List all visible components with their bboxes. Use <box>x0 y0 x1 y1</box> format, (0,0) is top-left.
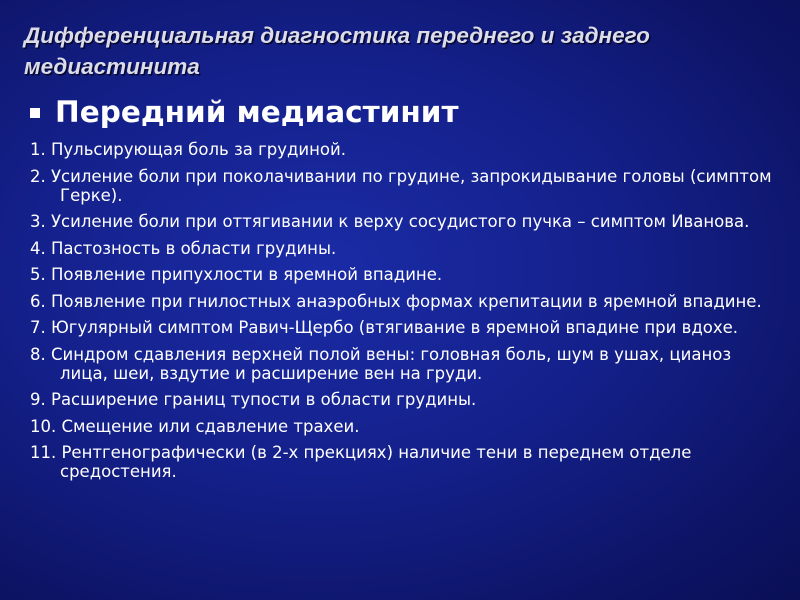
list-item: 5. Появление припухлости в яремной впадине. <box>30 265 443 284</box>
list-item: 8. Синдром сдавления верхней полой вены: головная боль, шум в ушах, цианоз лица, шеи, вздутие и расширение вен на груди. <box>30 344 732 383</box>
slide-content <box>30 92 780 489</box>
list-item: 4. Пастозность в области грудины. <box>30 238 337 258</box>
symptom-list <box>30 140 780 481</box>
square-bullet-icon <box>30 108 40 118</box>
list-item: 11. Рентгенографически (в 2-х прекциях) наличие тени в переднем отделе средостения. <box>30 443 692 481</box>
list-item: 3. Усиление боли при оттягивании к верху сосудистого пучка – симптом Иванова. <box>30 212 750 231</box>
list-item: 1. Пульсирующая боль за грудиной. <box>30 140 346 159</box>
section-heading-text: Передний медиастинит <box>55 95 459 129</box>
list-item: 7. Югулярный симптом Равич-Щербо (втягивание в яремной впадине при вдохе. <box>30 318 739 337</box>
list-item: 6. Появление при гнилостных анаэробных формах крепитации в яремной впадине. <box>30 291 762 311</box>
list-item: 9. Расширение границ тупости в области грудины. <box>30 390 477 409</box>
list-item: 2. Усиление боли при поколачивании по грудине, запрокидывание головы (симптом Герке). <box>30 166 772 205</box>
list-item: 10. Смещение или сдавление трахеи. <box>30 416 360 436</box>
section-heading <box>30 92 780 132</box>
slide-title: Дифференциальная диагностика переднего и заднего медиастинита <box>24 23 650 79</box>
